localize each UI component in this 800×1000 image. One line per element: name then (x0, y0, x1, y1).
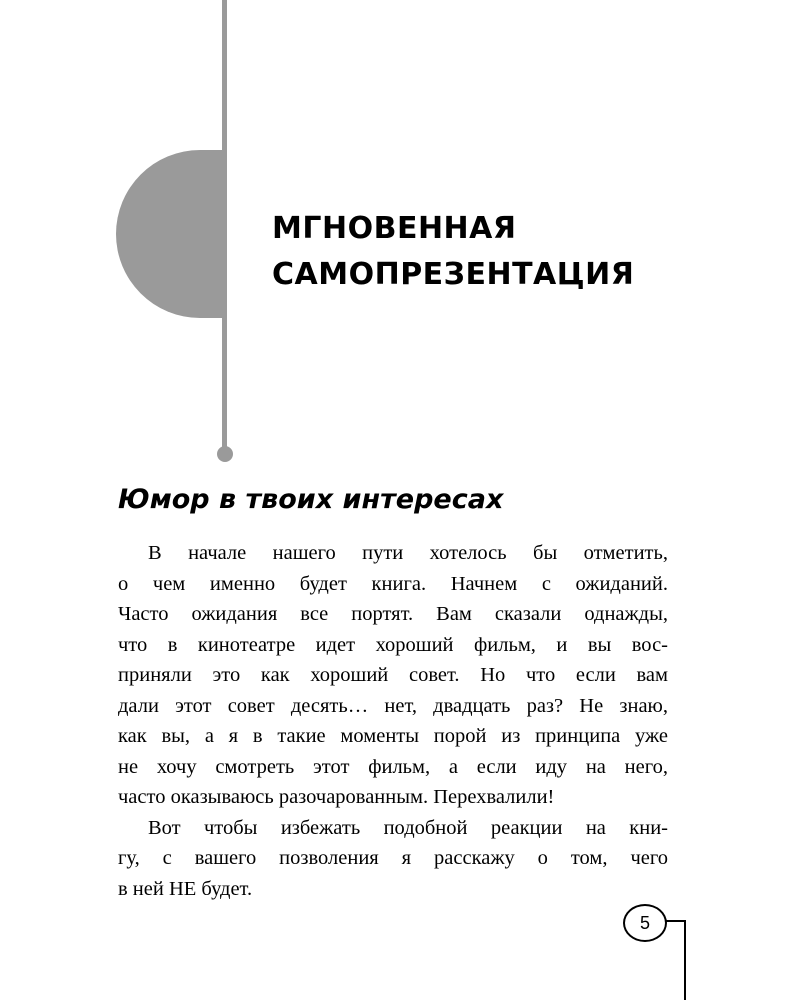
decorative-dot (217, 446, 233, 462)
decorative-vertical-line (222, 0, 227, 452)
text-line: Вот чтобы избежать подобной реакции на кни- (148, 816, 668, 839)
text-line: часто оказываюсь разочарованным. Перехвалили! (118, 786, 555, 808)
text-line: что в кинотеатре идет хороший фильм, и вы вос- (118, 633, 668, 656)
chapter-title (272, 206, 712, 298)
text-line: не хочу смотреть этот фильм, а если иду на него, (118, 755, 668, 778)
decorative-half-circle (116, 150, 227, 318)
text-line: дали этот совет десять… нет, двадцать раз? Не знаю, (118, 694, 668, 717)
chapter-title-line-2: САМОПРЕЗЕНТАЦИЯ (272, 257, 635, 292)
page-number: 5 (623, 904, 667, 942)
page-number-line (684, 920, 686, 1000)
body-text (118, 538, 668, 904)
text-line: Часто ожидания все портят. Вам сказали однажды, (118, 603, 668, 625)
text-line: о чем именно будет книга. Начнем с ожиданий. (118, 572, 668, 595)
section-title: Юмор в твоих интересах (118, 484, 504, 515)
text-line: В начале нашего пути хотелось бы отметить, (148, 542, 668, 564)
text-line: как вы, а я в такие моменты порой из принципа уже (118, 725, 668, 747)
text-line: приняли это как хороший совет. Но что если вам (118, 664, 668, 686)
text-line: гу, с вашего позволения я расскажу о том, чего (118, 847, 668, 869)
chapter-title-line-1: МГНОВЕННАЯ (272, 211, 517, 246)
page-number-connector (665, 920, 686, 922)
text-line: в ней НЕ будет. (118, 877, 253, 900)
